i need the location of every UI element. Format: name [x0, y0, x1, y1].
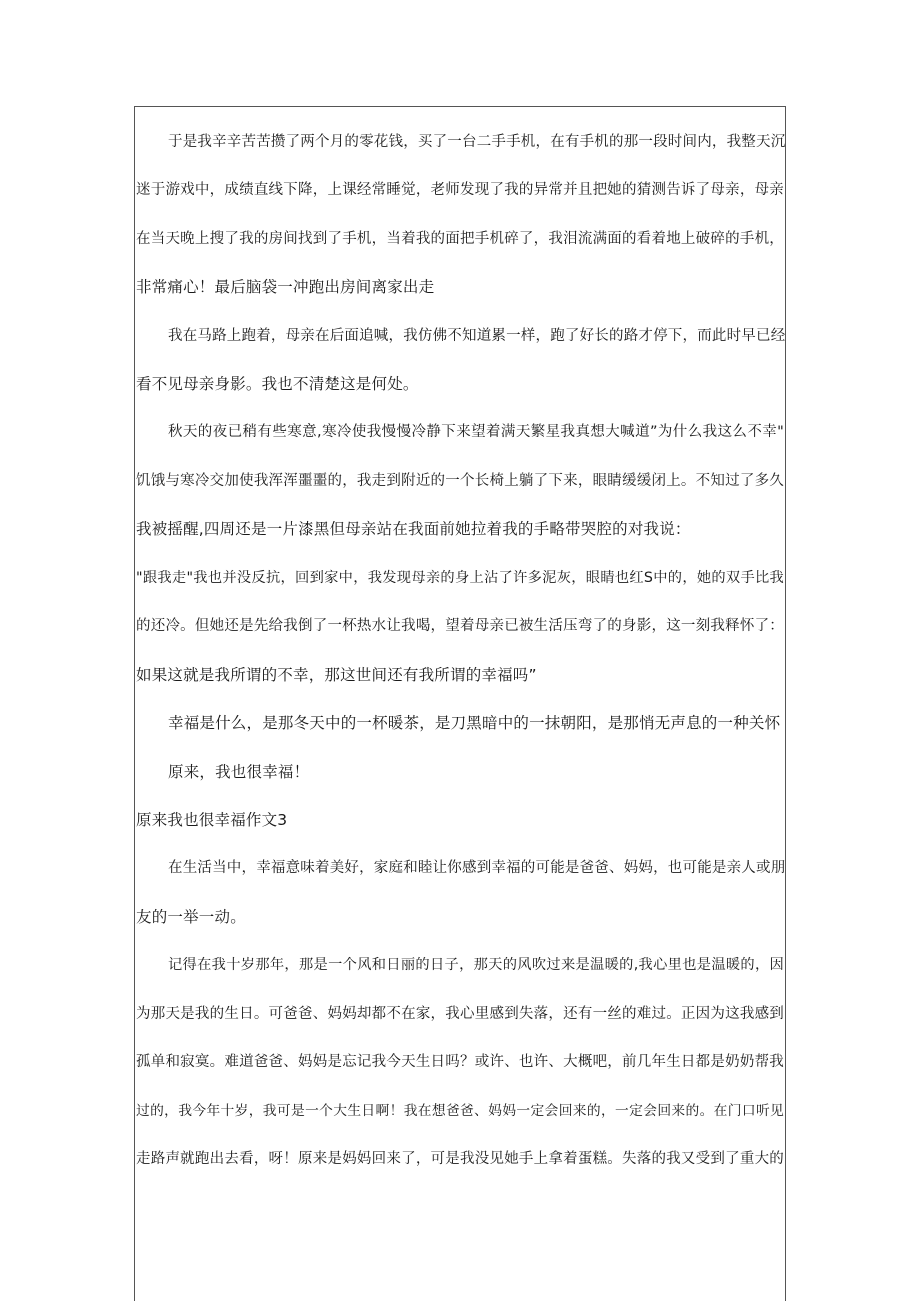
- text-line: 在生活当中，幸福意味着美好，家庭和睦让你感到幸福的可能是爸爸、妈妈，也可能是亲人或朋: [168, 860, 786, 876]
- text-line: 迷于游戏中，成绩直线下降，上课经常睡觉，老师发现了我的异常并且把她的猜测告诉了母亲，母亲: [136, 182, 784, 198]
- section-heading: 原来我也很幸福作文3: [136, 811, 288, 829]
- text-line: 记得在我十岁那年，那是一个风和日丽的日子，那天的风吹过来是温暖的,我心里也是温暖的，因: [168, 957, 784, 973]
- text-line: 非常痛心！最后脑袋一冲跑出房间离家出走: [136, 278, 435, 296]
- text-line: 过的，我今年十岁，我可是一个大生日啊！我在想爸爸、妈妈一定会回来的，一定会回来的。在门口听见: [136, 1103, 784, 1119]
- text-line: 友的一举一动。: [136, 908, 246, 926]
- text-line: 于是我辛辛苦苦攒了两个月的零花钱，买了一台二手手机，在有手机的那一段时间内，我整天沉: [168, 134, 786, 150]
- text-line: 在当天晚上搜了我的房间找到了手机，当着我的面把手机碎了，我泪流满面的看着地上破碎的手机，: [136, 231, 784, 247]
- text-line: 孤单和寂寞。难道爸爸、妈妈是忘记我今天生日吗？或许、也许、大概吧，前几年生日都是奶奶帮我: [136, 1054, 784, 1070]
- text-line: "跟我走"我也并没反抗，回到家中，我发现母亲的身上沾了许多泥灰，眼睛也红S中的，她的双手比我: [136, 570, 784, 586]
- text-line: 秋天的夜已稍有些寒意,寒冷使我慢慢冷静下来望着满天繁星我真想大喊道”为什么我这么不幸": [168, 424, 784, 440]
- text-line: 为那天是我的生日。可爸爸、妈妈却都不在家，我心里感到失落，还有一丝的难过。正因为这我感到: [136, 1006, 784, 1022]
- text-line: 如果这就是我所谓的不幸，那这世间还有我所谓的幸福吗”: [136, 666, 537, 684]
- text-line: 饥饿与寒冷交加使我浑浑噩噩的，我走到附近的一个长椅上躺了下来，眼睛缓缓闭上。不知过了多久: [136, 473, 784, 489]
- text-line: 走路声就跑出去看，呀！原来是妈妈回来了，可是我没见她手上拿着蛋糕。失落的我又受到了重大的: [136, 1151, 784, 1167]
- text-line: 原来，我也很幸福！: [168, 763, 310, 781]
- text-line: 幸福是什么，是那冬天中的一杯暖茶，是刀黑暗中的一抹朝阳，是那悄无声息的一种关怀: [168, 714, 781, 732]
- text-line: 看不见母亲身影。我也不清楚这是何处。: [136, 375, 419, 393]
- text-line: 我在马路上跑着，母亲在后面追喊，我仿佛不知道累一样，跑了好长的路才停下，而此时早已经: [168, 328, 786, 344]
- text-line: 我被摇醒,四周还是一片漆黑但母亲站在我面前她拉着我的手略带哭腔的对我说：: [136, 520, 691, 538]
- text-line: 的还冷。但她还是先给我倒了一杯热水让我喝，望着母亲已被生活压弯了的身影，这一刻我释怀了：: [136, 618, 784, 634]
